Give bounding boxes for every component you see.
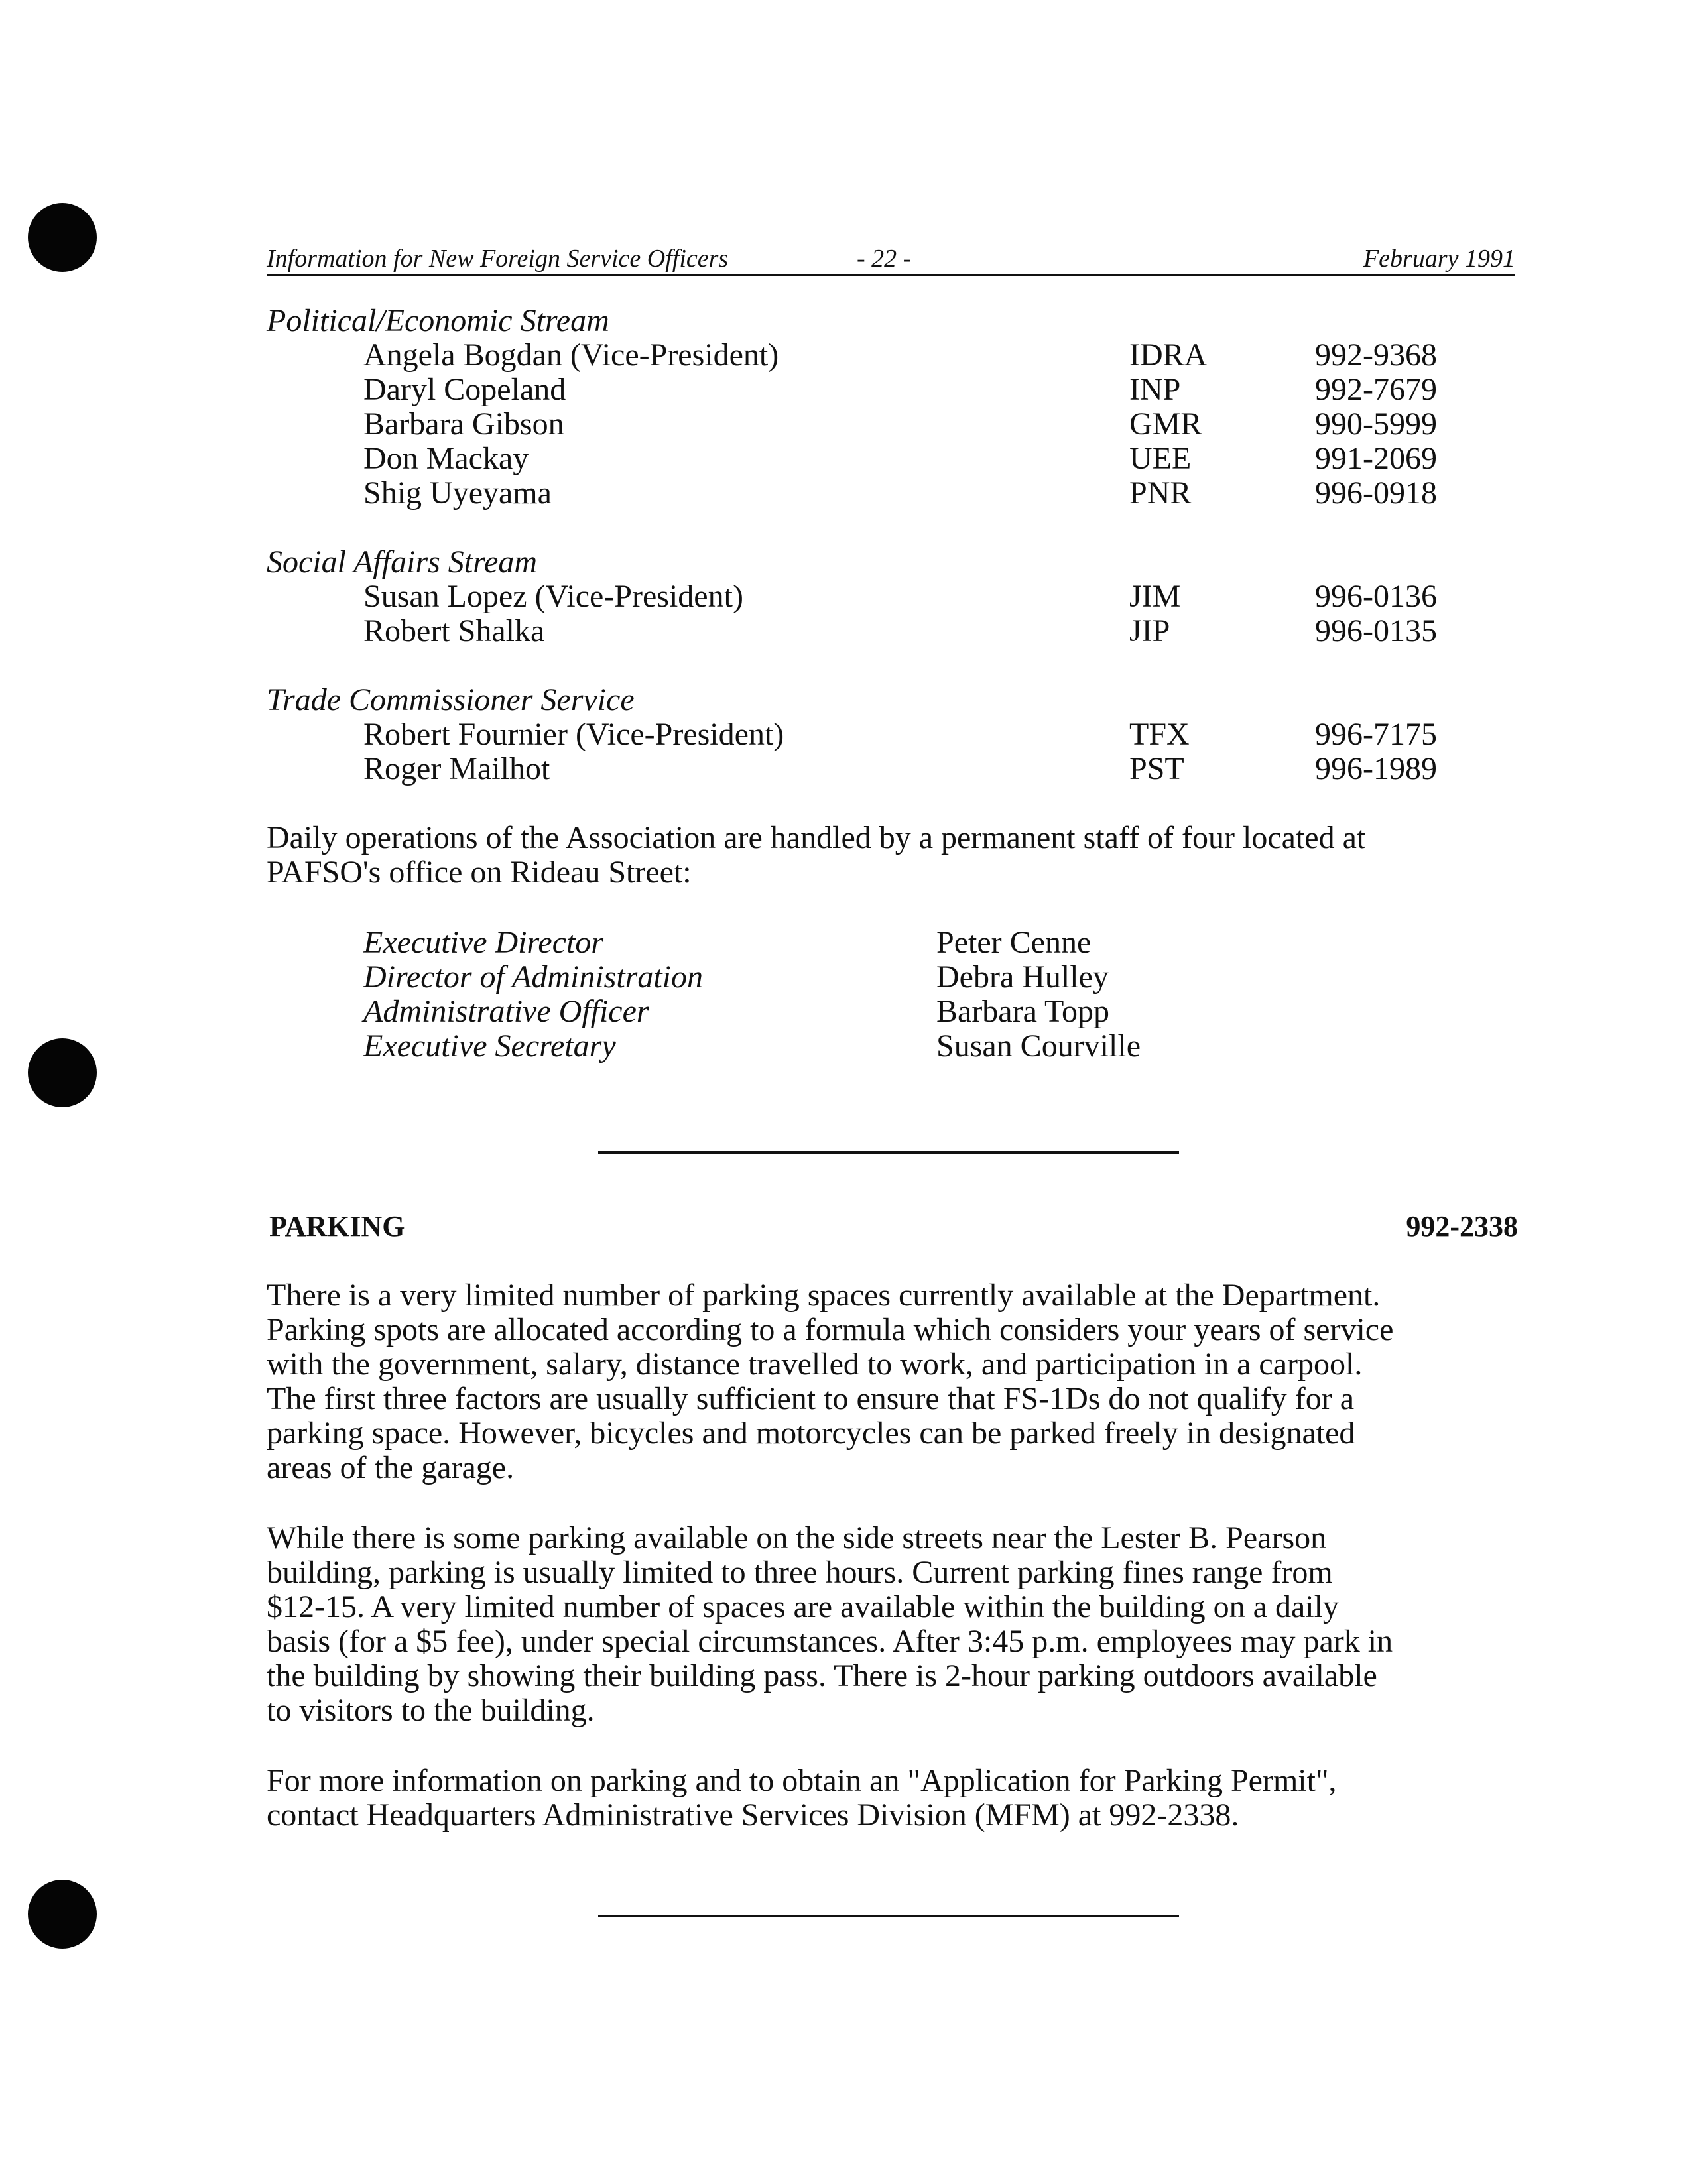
- member-code: JIP: [1129, 613, 1170, 648]
- directory-row: [0, 614, 1685, 648]
- member-name: Barbara Gibson: [363, 406, 564, 442]
- staff-row: [0, 926, 1685, 960]
- member-name: Roger Mailhot: [363, 751, 550, 786]
- member-name: Robert Fournier (Vice-President): [363, 717, 784, 752]
- member-code: GMR: [1129, 406, 1202, 442]
- member-name: Don Mackay: [363, 441, 529, 476]
- member-name: Shig Uyeyama: [363, 475, 552, 511]
- binder-hole-top: [28, 203, 97, 272]
- header-title: Information for New Foreign Service Officers: [267, 245, 729, 273]
- paragraph-line: the building by showing their building pass. There is 2-hour parking outdoors available: [267, 1658, 1377, 1693]
- parking-paragraph-2: [267, 1521, 1520, 1728]
- directory-row: [0, 476, 1685, 511]
- member-code: JIM: [1129, 579, 1181, 614]
- staff-name: Barbara Topp: [936, 994, 1109, 1029]
- paragraph-line: The first three factors are usually sufficient to ensure that FS-1Ds do not qualify for a: [267, 1381, 1354, 1416]
- parking-phone: 992-2338: [1406, 1210, 1518, 1243]
- parking-paragraph-3: [267, 1764, 1520, 1833]
- operations-intro-line: Daily operations of the Association are handled by a permanent staff of four located at: [267, 820, 1366, 855]
- paragraph-line: Parking spots are allocated according to a formula which considers your years of service: [267, 1312, 1394, 1347]
- staff-name: Debra Hulley: [936, 959, 1109, 995]
- paragraph-line: areas of the garage.: [267, 1450, 515, 1485]
- directory-row: [0, 407, 1685, 442]
- header-page-number: - 22 -: [857, 245, 912, 273]
- member-phone: 992-7679: [1315, 372, 1437, 407]
- paragraph-line: While there is some parking available on the side streets near the Lester B. Pearson: [267, 1520, 1327, 1555]
- directory-row: [0, 442, 1685, 476]
- binder-hole-bottom: [28, 1880, 97, 1949]
- member-code: PST: [1129, 751, 1184, 786]
- member-phone: 996-0136: [1315, 579, 1437, 614]
- paragraph-line: There is a very limited number of parking spaces currently available at the Department.: [267, 1278, 1381, 1313]
- staff-row: [0, 995, 1685, 1029]
- staff-role: Executive Director: [363, 925, 604, 960]
- member-phone: 991-2069: [1315, 441, 1437, 476]
- staff-name: Susan Courville: [936, 1028, 1141, 1063]
- paragraph-line: to visitors to the building.: [267, 1693, 595, 1728]
- operations-intro: [267, 821, 1520, 890]
- staff-row: [0, 1029, 1685, 1063]
- running-header: [267, 243, 1515, 276]
- member-phone: 996-7175: [1315, 717, 1437, 752]
- paragraph-line: building, parking is usually limited to three hours. Current parking fines range from: [267, 1555, 1333, 1590]
- directory-row: [0, 338, 1685, 373]
- paragraph-line: $12-15. A very limited number of spaces are available within the building on a daily: [267, 1589, 1339, 1624]
- staff-name: Peter Cenne: [936, 925, 1092, 960]
- directory-row: [0, 579, 1685, 614]
- member-name: Susan Lopez (Vice-President): [363, 579, 743, 614]
- operations-intro-line: PAFSO's office on Rideau Street:: [267, 855, 692, 890]
- paragraph-line: parking space. However, bicycles and motorcycles can be parked freely in designated: [267, 1416, 1355, 1451]
- section-heading-trade-commissioner: Trade Commissioner Service: [267, 682, 635, 717]
- section-heading-political-economic: Political/Economic Stream: [267, 303, 609, 338]
- paragraph-line: For more information on parking and to obtain an "Application for Parking Permit",: [267, 1763, 1337, 1798]
- section-divider: [598, 1151, 1179, 1154]
- paragraph-line: contact Headquarters Administrative Services Division (MFM) at 992-2338.: [267, 1797, 1239, 1833]
- paragraph-line: basis (for a $5 fee), under special circumstances. After 3:45 p.m. employees may park in: [267, 1624, 1393, 1659]
- parking-paragraph-1: [267, 1278, 1520, 1485]
- directory-row: [0, 752, 1685, 786]
- member-code: PNR: [1129, 475, 1192, 511]
- member-code: INP: [1129, 372, 1181, 407]
- paragraph-line: with the government, salary, distance travelled to work, and participation in a carpool.: [267, 1347, 1363, 1382]
- staff-row: [0, 960, 1685, 995]
- section-heading-social-affairs: Social Affairs Stream: [267, 544, 537, 579]
- member-name: Angela Bogdan (Vice-President): [363, 337, 779, 373]
- parking-heading: PARKING: [269, 1210, 405, 1243]
- directory-row: [0, 373, 1685, 407]
- section-divider: [598, 1915, 1179, 1917]
- staff-role: Director of Administration: [363, 959, 704, 995]
- member-code: TFX: [1129, 717, 1190, 752]
- member-name: Robert Shalka: [363, 613, 545, 648]
- directory-row: [0, 717, 1685, 752]
- staff-role: Executive Secretary: [363, 1028, 616, 1063]
- staff-role: Administrative Officer: [363, 994, 649, 1029]
- member-code: UEE: [1129, 441, 1192, 476]
- member-phone: 996-1989: [1315, 751, 1437, 786]
- member-name: Daryl Copeland: [363, 372, 566, 407]
- member-phone: 996-0918: [1315, 475, 1437, 511]
- member-code: IDRA: [1129, 337, 1208, 373]
- member-phone: 992-9368: [1315, 337, 1437, 373]
- member-phone: 996-0135: [1315, 613, 1437, 648]
- member-phone: 990-5999: [1315, 406, 1437, 442]
- header-date: February 1991: [1363, 245, 1515, 273]
